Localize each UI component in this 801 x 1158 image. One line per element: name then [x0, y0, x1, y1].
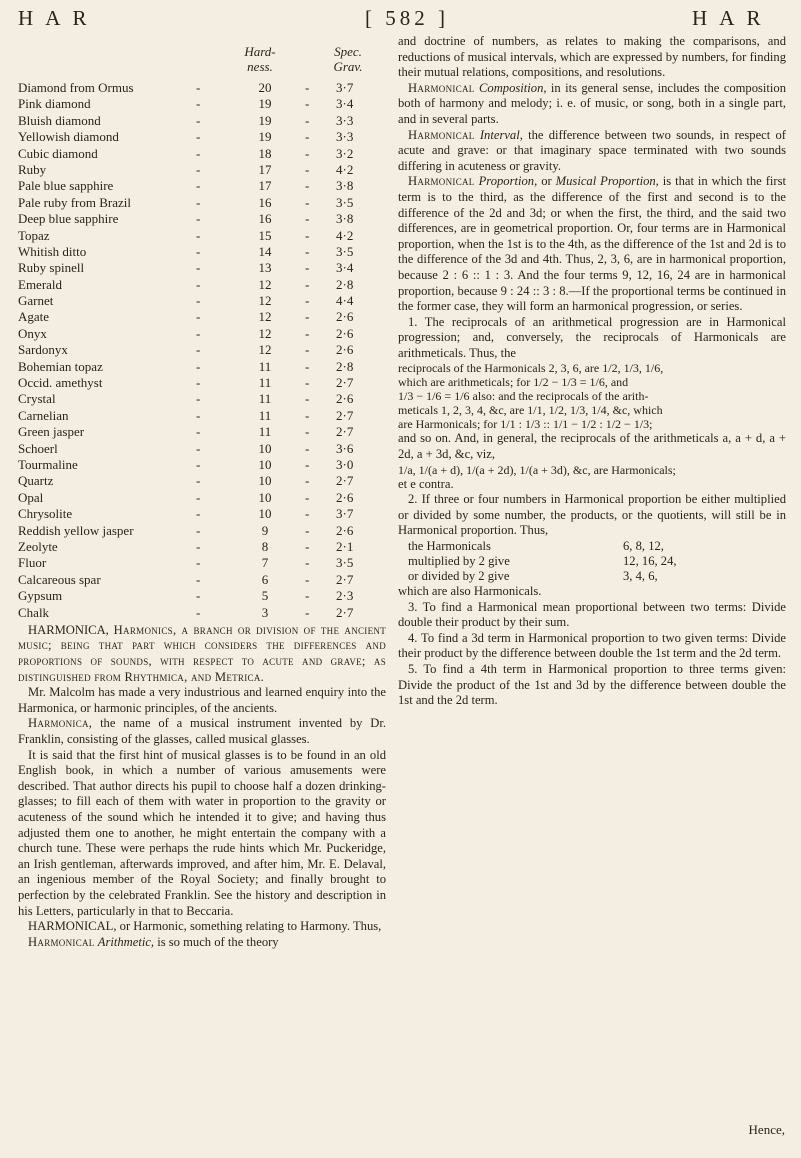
dash: -: [196, 489, 201, 505]
gem-row: [18, 277, 386, 293]
gem-name: Yellowish diamond: [18, 129, 119, 145]
gem-row: [18, 80, 386, 96]
dash: -: [196, 161, 201, 177]
gravity-value: 3·5: [336, 555, 354, 571]
gem-row: [18, 260, 386, 276]
gravity-value: 2·7: [336, 473, 354, 489]
dash: -: [196, 211, 201, 227]
dash: -: [196, 342, 201, 358]
dash: -: [305, 161, 310, 177]
gravity-value: 3·2: [336, 145, 354, 161]
gravity-value: 3·6: [336, 440, 354, 456]
gravity-value: 2·7: [336, 375, 354, 391]
hardness-value: 18: [258, 145, 272, 161]
gem-name: Schoerl: [18, 440, 58, 456]
gem-name: Fluor: [18, 555, 47, 571]
hardness-value: 3: [261, 604, 269, 620]
gravity-value: 2·6: [336, 342, 354, 358]
dash: -: [196, 309, 201, 325]
gem-row: [18, 457, 386, 473]
dash: -: [305, 506, 310, 522]
hardness-value: 11: [258, 407, 272, 423]
dash: -: [305, 227, 310, 243]
dash: -: [196, 227, 201, 243]
hardness-value: 10: [258, 473, 272, 489]
hardness-value: 6: [261, 571, 269, 587]
rule-1: 1. The reciprocals of an arithmetical progression are in Harmonical progression; and, conversely, the reciprocals of Harmonicals are arithmeticals. Thus, the: [398, 314, 786, 360]
gravity-value: 3·3: [336, 112, 354, 128]
dash: -: [305, 538, 310, 554]
page-number: [ 582 ]: [365, 6, 449, 30]
dash: -: [196, 555, 201, 571]
gem-name: Garnet: [18, 293, 54, 309]
gem-row: [18, 326, 386, 342]
gem-name: Green jasper: [18, 424, 85, 440]
hardness-value: 11: [258, 391, 272, 407]
rule-1-line-c: which are arithmeticals; for 1/2 − 1/3 = 1/6, and: [398, 375, 629, 390]
dash: -: [196, 178, 201, 194]
gem-name: Gypsum: [18, 588, 63, 604]
gravity-value: 2·6: [336, 522, 354, 538]
dash: -: [196, 194, 201, 210]
hardness-header: Hard- ness.: [244, 44, 276, 74]
hardness-value: 10: [258, 456, 272, 472]
hardness-value: 12: [258, 342, 272, 358]
dash: -: [305, 391, 310, 407]
rule-1-line-d: 1/3 − 1/6 = 1/6 also: and the reciprocals of the arith-: [398, 389, 649, 404]
dash: -: [305, 276, 310, 292]
gravity-value: 2·8: [336, 358, 354, 374]
dash: -: [196, 260, 201, 276]
gravity-header: Spec. Grav.: [333, 44, 363, 74]
dash: -: [305, 571, 310, 587]
harmonical-entry: HARMONICAL, or Harmonic, something relating to Harmony. Thus,: [28, 919, 382, 934]
gem-row: [18, 555, 386, 571]
right-prose: [398, 34, 786, 539]
dash: -: [305, 293, 310, 309]
hardness-value: 8: [261, 538, 269, 554]
gem-row: [18, 293, 386, 309]
continuation-paragraph: and doctrine of numbers, as relates to making the comparisons, and reductions of musical intervals, which are expressed by numbers, for finding their mutual relations, compositions, and resolutions.: [398, 34, 786, 80]
dash: -: [196, 538, 201, 554]
hardness-value: 16: [258, 194, 272, 210]
gravity-value: 2·6: [336, 309, 354, 325]
dash: -: [305, 456, 310, 472]
dash: -: [196, 604, 201, 620]
gem-name: Whitish ditto: [18, 243, 87, 259]
dash: -: [305, 489, 310, 505]
dash: -: [305, 178, 310, 194]
rule-5: 5. To find a 4th term in Harmonical proportion to three terms given: Divide the product of the 1st and 3d by the difference between double the 1st and the 2d term.: [398, 662, 786, 708]
dash: -: [196, 440, 201, 456]
gravity-value: 3·5: [336, 194, 354, 210]
rule-4: 4. To find a 3d term in Harmonical proportion to two given terms: Divide their product by the difference between double the 1st term and the 2d term.: [398, 630, 786, 661]
gravity-value: 4·2: [336, 161, 354, 177]
gem-name: Cubic diamond: [18, 145, 98, 161]
hardness-value: 7: [261, 555, 269, 571]
gravity-value: 3·0: [336, 456, 354, 472]
hardness-value: 16: [258, 211, 272, 227]
hardness-value: 10: [258, 506, 272, 522]
dash: -: [196, 129, 201, 145]
gravity-value: 2·7: [336, 424, 354, 440]
arithmetic-entry: Harmonical Arithmetic, is so much of the theory: [28, 934, 279, 949]
right-column: [398, 34, 786, 709]
hardness-value: 20: [258, 80, 272, 95]
dash: -: [305, 145, 310, 161]
dash: -: [196, 571, 201, 587]
hardness-value: 12: [258, 309, 272, 325]
gravity-value: 2·3: [336, 588, 354, 604]
gem-row: [18, 506, 386, 522]
composition-entry: Harmonical Composition, in its general sense, includes the composition both of harmony and melody; i. e. of music, or song, both in a single part, and in several parts.: [398, 80, 786, 126]
dash: -: [196, 325, 201, 341]
gem-row: [18, 244, 386, 260]
harmonica-entry-2: Harmonica, the name of a musical instrument invented by Dr. Franklin, consisting of the glasses, called musical glasses.: [18, 716, 386, 747]
dash: -: [305, 375, 310, 391]
gravity-value: 3·5: [336, 243, 354, 259]
rule-1-line-h: 1/a, 1/(a + d), 1/(a + 2d), 1/(a + 3d), &c, are Harmonicals;: [398, 462, 676, 477]
hardness-value: 11: [258, 424, 272, 440]
dash: -: [305, 243, 310, 259]
hardness-value: 11: [258, 375, 272, 391]
dash: -: [305, 96, 310, 112]
gem-row: [18, 523, 386, 539]
gem-table: [18, 80, 386, 621]
rule-1-line-g: and so on. And, in general, the reciprocals of the arithmeticals a, a + d, a + 2d, a + 3d, &c, viz,: [398, 431, 786, 462]
gravity-value: 3·8: [336, 178, 354, 194]
gem-row: [18, 309, 386, 325]
gem-name: Tourmaline: [18, 456, 78, 472]
gravity-value: 3·4: [336, 96, 354, 112]
gem-name: Pale ruby from Brazil: [18, 194, 131, 210]
table-header: [18, 40, 386, 80]
rule-3: 3. To find a Harmonical mean proportional between two terms: Divide double their product by their sum.: [398, 599, 786, 630]
gravity-value: 2·6: [336, 391, 354, 407]
malcolm-paragraph: Mr. Malcolm has made a very industrious and learned enquiry into the Harmonica, or harmonic principles, of the ancients.: [18, 685, 386, 715]
gem-name: Pale blue sapphire: [18, 178, 114, 194]
dash: -: [196, 375, 201, 391]
gravity-value: 3·4: [336, 260, 354, 276]
hardness-value: 15: [258, 227, 272, 243]
gem-name: Topaz: [18, 227, 50, 243]
gem-row: [18, 211, 386, 227]
gem-name: Bluish diamond: [18, 112, 101, 128]
dash: -: [305, 358, 310, 374]
rule-2: 2. If three or four numbers in Harmonical proportion be either multiplied or divided by some number, the products, or the quotients, will still be in Harmonical proportion. Thus,: [398, 492, 786, 538]
gem-name: Quartz: [18, 473, 54, 489]
dash: -: [305, 129, 310, 145]
dash: -: [196, 456, 201, 472]
dash: -: [196, 145, 201, 161]
dash: -: [196, 112, 201, 128]
gem-name: Opal: [18, 489, 44, 505]
dash: -: [305, 325, 310, 341]
gravity-value: 3·7: [336, 506, 354, 522]
dash: -: [305, 407, 310, 423]
hardness-value: 12: [258, 293, 272, 309]
gem-row: [18, 129, 386, 145]
gem-row: [18, 408, 386, 424]
gem-row: [18, 162, 386, 178]
hardness-value: 12: [258, 276, 272, 292]
dash: -: [196, 243, 201, 259]
gem-row: [18, 146, 386, 162]
harmonica-entry-1: HARMONICA, Harmonics, a branch or division of the ancient music; being that part which considers the differences and proportions of sounds, with respect to acute and grave; as distinguished from Rhythmica, and Metrica.: [18, 622, 386, 684]
gem-row: [18, 228, 386, 244]
history-paragraph: It is said that the first hint of musical glasses is to be found in an old English book, in which a number of various amusements were described. That author directs his pupil to choose half a dozen drinking-glasses; to fill each of them with water in proportion to the gravity or acuteness of the sound which he intended it to give; and having thus adjusted them one to another, he might entertain the company with a church tune. These were perhaps the rude hints which Mr. Puckeridge, an Irish gentleman, afterwards improved, and after him, Mr. E. Delaval, an ingenious member of the Royal Society; and finally brought to perfection by the celebrated Franklin. See the history and description in his Letters, particularly in that to Beccaria.: [18, 747, 386, 918]
dash: -: [305, 473, 310, 489]
dash: -: [196, 391, 201, 407]
gem-name: Ruby spinell: [18, 260, 85, 276]
gem-name: Emerald: [18, 276, 63, 292]
gem-name: Onyx: [18, 325, 47, 341]
dash: -: [305, 440, 310, 456]
dash: -: [305, 80, 310, 95]
dash: -: [305, 260, 310, 276]
hardness-value: 11: [258, 358, 272, 374]
dash: -: [196, 80, 201, 95]
gem-row: [18, 342, 386, 358]
gravity-value: 2·8: [336, 276, 354, 292]
hardness-value: 5: [261, 588, 269, 604]
gem-row: [18, 490, 386, 506]
left-column: [18, 40, 386, 950]
rule-1-line-i: et e contra.: [398, 476, 454, 491]
hardness-value: 13: [258, 260, 272, 276]
gem-row: [18, 424, 386, 440]
dash: -: [305, 588, 310, 604]
gravity-value: 3·7: [336, 80, 354, 95]
gem-name: Zeolyte: [18, 538, 58, 554]
dash: -: [305, 211, 310, 227]
gravity-value: 4·2: [336, 227, 354, 243]
gem-name: Diamond from Ormus: [18, 80, 134, 95]
rule-1-line-f: are Harmonicals; for 1/1 : 1/3 :: 1/1 − 1/2 : 1/2 − 1/3;: [398, 417, 653, 432]
dash: -: [196, 407, 201, 423]
dash: -: [305, 555, 310, 571]
gem-name: Bohemian topaz: [18, 358, 103, 374]
gem-row: [18, 441, 386, 457]
gem-name: Calcareous spar: [18, 571, 101, 587]
page-header: [0, 6, 801, 34]
gravity-value: 2·6: [336, 325, 354, 341]
gem-name: Deep blue sapphire: [18, 211, 119, 227]
hardness-value: 19: [258, 96, 272, 112]
catchword: Hence,: [748, 1122, 785, 1137]
gem-name: Chalk: [18, 604, 50, 620]
dash: -: [305, 112, 310, 128]
gem-row: [18, 605, 386, 621]
proportion-entry: Harmonical Proportion, or Musical Proportion, is that in which the first term is to the third, as the difference of the first and second is to the difference of the 2d and 3d; or when the first, the third, and the said two differences, are in geometrical proportion. Or, four terms are in Harmonical proportion, when the 1st is to the 4th, as the difference of the 1st and 2d is to the difference of the 3d and 4th. Thus, 2, 3, 6, are in harmonical proportion, because 2 : 6 :: 1 : 3. And the four terms 9, 12, 16, 24 are in harmonical proportion, because 9 : 24 :: 3 : 8.—If the proportional terms be continued in the former case, they will form an harmonical progression, or series.: [398, 174, 786, 314]
dash: -: [196, 96, 201, 112]
hardness-value: 17: [258, 178, 272, 194]
dash: -: [305, 522, 310, 538]
dash: -: [305, 309, 310, 325]
dash: -: [196, 506, 201, 522]
gem-row: [18, 473, 386, 489]
gem-name: Crystal: [18, 391, 56, 407]
gem-name: Carnelian: [18, 407, 69, 423]
dash: -: [305, 342, 310, 358]
dash: -: [196, 424, 201, 440]
gem-name: Reddish yellow jasper: [18, 522, 134, 538]
gravity-value: 2·6: [336, 489, 354, 505]
gem-row: [18, 96, 386, 112]
gem-row: [18, 195, 386, 211]
hardness-value: 14: [258, 243, 272, 259]
gem-row: [18, 113, 386, 129]
gravity-value: 2·7: [336, 407, 354, 423]
running-head-left: H A R: [18, 6, 91, 30]
dash: -: [305, 424, 310, 440]
hardness-value: 17: [258, 161, 272, 177]
dash: -: [196, 358, 201, 374]
gravity-value: 3·8: [336, 211, 354, 227]
right-prose-rules: [398, 584, 786, 709]
hardness-value: 19: [258, 129, 272, 145]
interval-entry: Harmonical Interval, the difference between two sounds, in respect of acute and grave: or that imaginary space terminated with two sounds differing in acuteness or gravity.: [398, 127, 786, 173]
dash: -: [305, 194, 310, 210]
running-head-right: H A R: [692, 6, 765, 30]
gravity-value: 2·7: [336, 604, 354, 620]
gem-name: Agate: [18, 309, 50, 325]
gem-name: Chrysolite: [18, 506, 73, 522]
gravity-value: 2·7: [336, 571, 354, 587]
gravity-value: 4·4: [336, 293, 354, 309]
gravity-value: 3·3: [336, 129, 354, 145]
gem-row: [18, 375, 386, 391]
gem-row: [18, 572, 386, 588]
gem-row: [18, 539, 386, 555]
multiplication-example: the Harmonicals 6, 8, 12, multiplied by 2 give 12, 16, 24, or divided by 2 give 3, 4, 6,: [408, 539, 677, 584]
hardness-value: 19: [258, 112, 272, 128]
rule-1-line-b: reciprocals of the Harmonicals 2, 3, 6, are 1/2, 1/3, 1/6,: [398, 361, 664, 376]
dash: -: [196, 588, 201, 604]
dash: -: [196, 293, 201, 309]
gem-name: Pink diamond: [18, 96, 91, 112]
gem-name: Occid. amethyst: [18, 375, 103, 391]
gem-row: [18, 588, 386, 604]
hardness-value: 10: [258, 440, 272, 456]
gem-name: Ruby: [18, 161, 47, 177]
gem-row: [18, 178, 386, 194]
hardness-value: 10: [258, 489, 272, 505]
gem-row: [18, 391, 386, 407]
gravity-value: 2·1: [336, 538, 354, 554]
dash: -: [196, 522, 201, 538]
dash: -: [305, 604, 310, 620]
gem-row: [18, 359, 386, 375]
rule-2-end: which are also Harmonicals.: [398, 584, 542, 599]
dash: -: [196, 276, 201, 292]
hardness-value: 9: [261, 522, 269, 538]
rule-1-line-e: meticals 1, 2, 3, 4, &c, are 1/1, 1/2, 1/3, 1/4, &c, which: [398, 403, 663, 418]
gem-name: Sardonyx: [18, 342, 68, 358]
dash: -: [196, 473, 201, 489]
left-prose: [18, 623, 386, 950]
hardness-value: 12: [258, 325, 272, 341]
